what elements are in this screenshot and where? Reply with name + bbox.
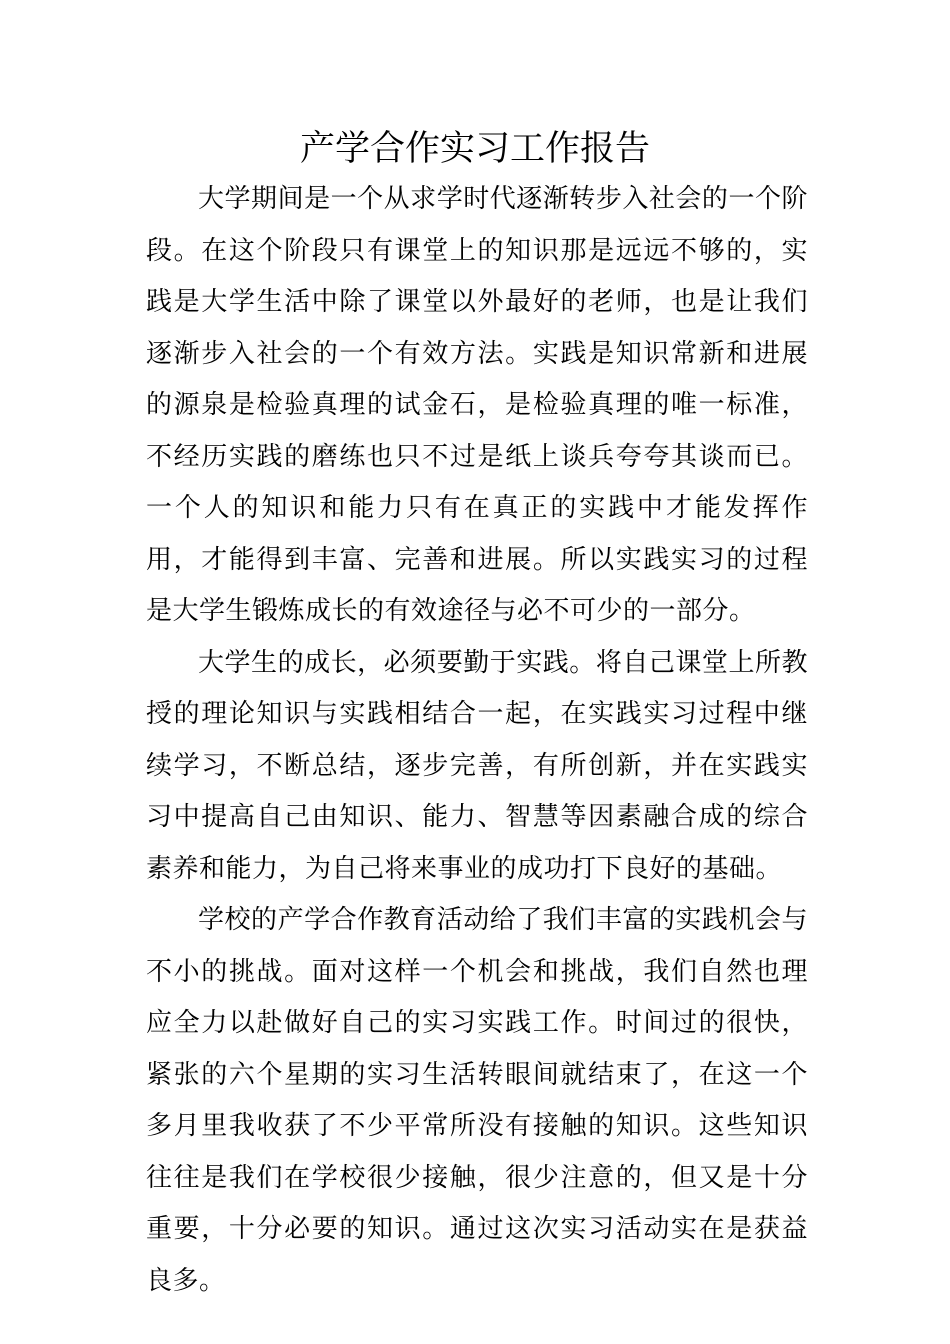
document-body [146,174,808,1307]
document-title: 产学合作实习工作报告 [299,129,650,169]
paragraph-2: 大学生的成长，必须要勤于实践。将自己课堂上所教授的理论知识与实践相结合一起，在实践实习过程中继续学习，不断总结，逐步完善，有所创新，并在实践实习中提高自己由知识、能力、智慧等因素融合成的综合素养和能力，为自己将来事业的成功打下良好的基础。 [146,647,808,884]
paragraph-3: 学校的产学合作教育活动给了我们丰富的实践机会与不小的挑战。面对这样一个机会和挑战，我们自然也理应全力以赴做好自己的实习实践工作。时间过的很快，紧张的六个星期的实习生活转眼间就结束了，在这一个多月里我收获了不少平常所没有接触的知识。这些知识往往是我们在学校很少接触，很少注意的，但又是十分重要，十分必要的知识。通过这次实习活动实在是获益良多。 [146,905,808,1296]
paragraph-1: 大学期间是一个从求学时代逐渐转步入社会的一个阶段。在这个阶段只有课堂上的知识那是远远不够的，实践是大学生活中除了课堂以外最好的老师，也是让我们逐渐步入社会的一个有效方法。实践是知识常新和进展的源泉是检验真理的试金石，是检验真理的唯一标准，不经历实践的磨练也只不过是纸上谈兵夸夸其谈而已。一个人的知识和能力只有在真正的实践中才能发挥作用，才能得到丰富、完善和进展。所以实践实习的过程是大学生锻炼成长的有效途径与必不可少的一部分。 [146,184,808,626]
